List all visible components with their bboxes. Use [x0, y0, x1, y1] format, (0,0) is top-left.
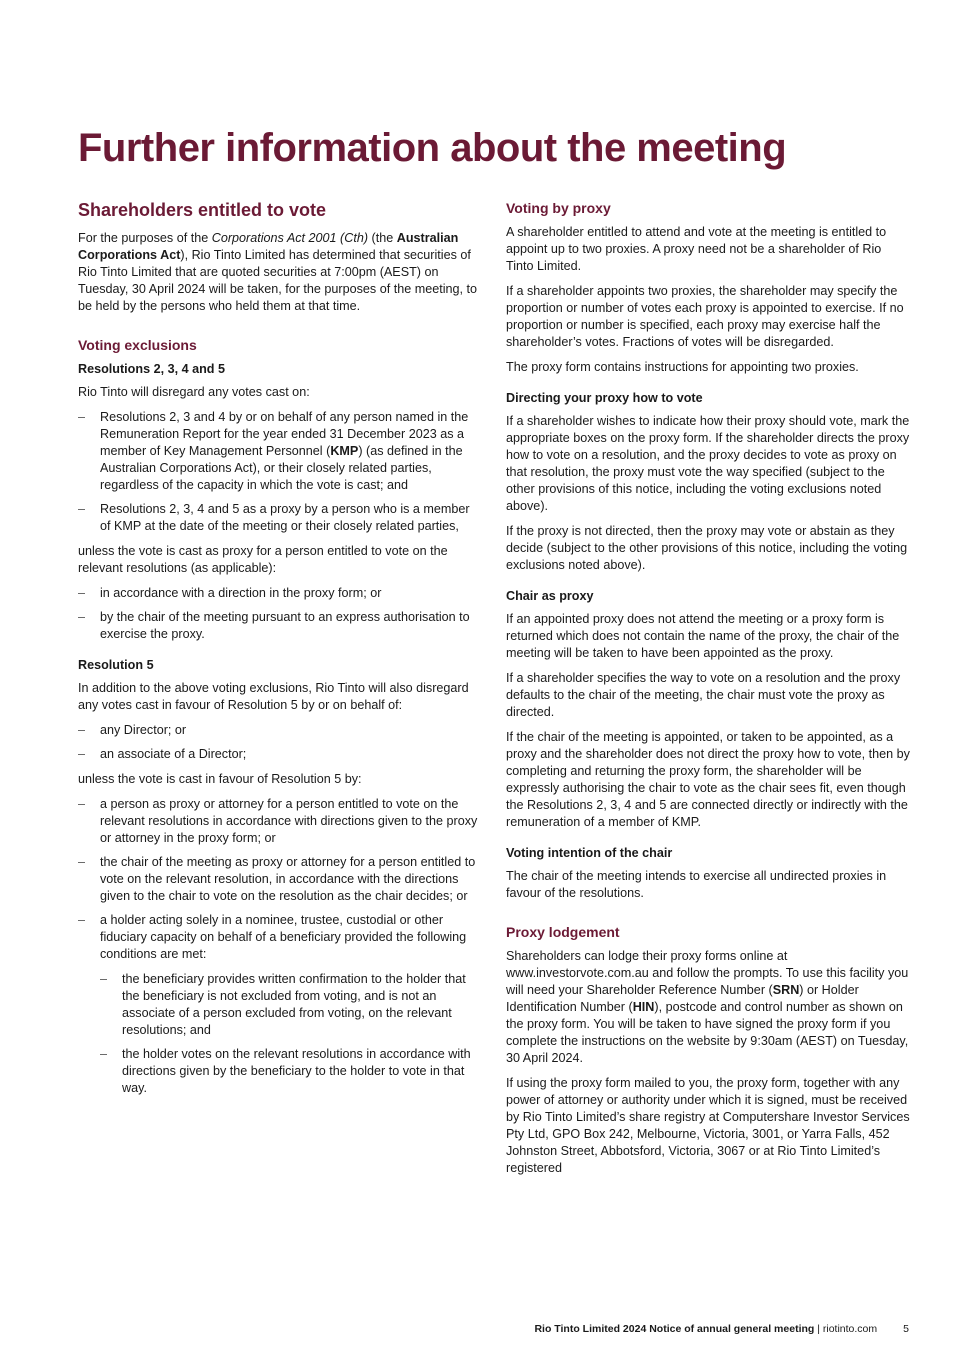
director-list	[78, 722, 482, 763]
resolution-5-exception-list	[78, 796, 482, 1097]
paragraph: If the chair of the meeting is appointed, or taken to be appointed, as a proxy and the shareholder does not direct the proxy how to vote, then by completing and returning the proxy form, the shareholder will be expressly authorising the chair to vote as the chair sees fit, even though the Resolutions 2, 3, 4 and 5 are connected directly or indirectly with the remuneration of a member of KMP.	[506, 730, 910, 829]
list-item: – Resolutions 2, 3, 4 and 5 as a proxy by a person who is a member of KMP at the date of the meeting or their closely related parties,	[78, 501, 482, 535]
paragraph: For the purposes of the Corporations Act 2001 (Cth) (the Australian Corporations Act), Rio Tinto Limited has determined that securities of Rio Tinto Limited that are quoted securities at 7:00pm (AEST) on Tuesday, 30 April 2024 will be taken, for the purposes of the meeting, to be held by the persons who held them at that time.	[78, 231, 478, 313]
page-number: 5	[903, 1323, 909, 1335]
beneficiary-conditions-list	[100, 971, 482, 1097]
proxy-exception-list	[78, 585, 482, 643]
paragraph: The chair of the meeting intends to exercise all undirected proxies in favour of the resolutions.	[506, 869, 887, 900]
list-item: – an associate of a Director;	[78, 746, 482, 763]
list-item: – the chair of the meeting as proxy or attorney for a person entitled to vote on the relevant resolution, in accordance with the directions given to the chair to vote on the resolution as the chair decides; or	[78, 854, 482, 905]
paragraph: If the proxy is not directed, then the proxy may vote or abstain as they decide (subject to the other provisions of this notice, including the voting exclusions noted above).	[506, 524, 908, 572]
paragraph: A shareholder entitled to attend and vote at the meeting is entitled to appoint up to two proxies. A proxy need not be a shareholder of Rio Tinto Limited.	[506, 225, 887, 273]
page-title: Further information about the meeting	[78, 126, 787, 170]
list-item: – a person as proxy or attorney for a person entitled to vote on the relevant resolutions in accordance with directions given to the proxy or attorney in the proxy form; or	[78, 796, 482, 847]
page-footer	[534, 1323, 909, 1335]
list-item: – by the chair of the meeting pursuant to an express authorisation to exercise the proxy.	[78, 609, 482, 643]
paragraph: unless the vote is cast as proxy for a person entitled to vote on the relevant resolutions (as applicable):	[78, 544, 448, 575]
paragraph: If using the proxy form mailed to you, the proxy form, together with any power of attorney or authority under which it is signed, must be received by Rio Tinto Limited’s share registry at Computershare Investor Services Pty Ltd, GPO Box 242, Melbourne, Victoria, 3001, or Yarra Falls, 452 Johnston Street, Abbotsford, Victoria, 3067 or at Rio Tinto Limited’s registered	[506, 1076, 910, 1175]
paragraph: If a shareholder wishes to indicate how their proxy should vote, mark the appropriate boxes on the proxy form. If the shareholder directs the proxy how to vote on a resolution, and the proxy decides to vote as proxy on that resolution, the proxy must vote the way specified (subject to the other provisions of this notice, including the voting exclusions noted above).	[506, 414, 910, 513]
paragraph: If an appointed proxy does not attend the meeting or a proxy form is returned which does not contain the name of the proxy, the chair of the meeting will be taken to have been appointed as the proxy.	[506, 612, 900, 660]
subheading-voting-intention-chair: Voting intention of the chair	[506, 846, 673, 860]
section-heading-voting-by-proxy: Voting by proxy	[506, 200, 611, 216]
section-heading-shareholders-entitled: Shareholders entitled to vote	[78, 200, 327, 220]
subheading-directing-proxy: Directing your proxy how to vote	[506, 391, 703, 405]
list-item: – Resolutions 2, 3 and 4 by or on behalf of any person named in the Remuneration Report for the year ended 31 December 2023 as a member of Key Management Personnel (KMP) (as defined in the Australian Corporations Act), or their closely related parties, regardless of the capacity in which the vote is cast; and	[78, 409, 482, 494]
list-item: – a holder acting solely in a nominee, trustee, custodial or other fiduciary capacity on behalf of a beneficiary provided the following conditions are met: – the beneficiary provides written confirmation to the holder that the beneficiary is not excluded from voting, and is not an associate of a person excluded from voting, on the relevant resolutions; and – the holder votes on the relevant resolutions in accordance with directions given by the beneficiary to the holder to vote in that way.	[78, 912, 482, 1097]
paragraph: Rio Tinto will disregard any votes cast on:	[78, 385, 310, 399]
paragraph: Shareholders can lodge their proxy forms online at www.investorvote.com.au and follow the prompts. To use this facility you will need your Shareholder Reference Number (SRN) or Holder Identification Number (HIN), postcode and control number as shown on the proxy form. You will be taken to have signed the proxy form if you complete the instructions on the website by 9:30am (AEST) on Tuesday, 30 April 2024.	[506, 949, 909, 1065]
list-item: – the holder votes on the relevant resolutions in accordance with directions given by the beneficiary to the holder to vote in that way.	[100, 1046, 482, 1097]
footer-document-title: Rio Tinto Limited 2024 Notice of annual general meeting	[534, 1323, 815, 1335]
section-heading-proxy-lodgement: Proxy lodgement	[506, 924, 620, 940]
subheading-chair-as-proxy: Chair as proxy	[506, 589, 594, 603]
right-column	[506, 198, 910, 1185]
list-item: – any Director; or	[78, 722, 482, 739]
section-heading-voting-exclusions: Voting exclusions	[78, 337, 197, 353]
list-item: – the beneficiary provides written confirmation to the holder that the beneficiary is not excluded from voting, and is not an associate of a person excluded from voting, on the relevant resolutions; and	[100, 971, 482, 1039]
footer-separator: |	[814, 1323, 823, 1335]
paragraph: In addition to the above voting exclusions, Rio Tinto will also disregard any votes cast in favour of Resolution 5 by or on behalf of:	[78, 681, 469, 712]
paragraph: If a shareholder specifies the way to vote on a resolution and the proxy defaults to the chair of the meeting, the chair must vote the proxy as directed.	[506, 671, 901, 719]
paragraph: unless the vote is cast in favour of Resolution 5 by:	[78, 772, 362, 786]
subheading-resolutions-2-3-4-5: Resolutions 2, 3, 4 and 5	[78, 362, 225, 376]
paragraph: The proxy form contains instructions for appointing two proxies.	[506, 360, 859, 374]
left-column	[78, 198, 482, 1105]
exclusion-list	[78, 409, 482, 535]
paragraph: If a shareholder appoints two proxies, the shareholder may specify the proportion or number of votes each proxy is appointed to exercise. If no proportion or number is specified, each proxy may exercise half the shareholder’s votes. Fractions of votes will be disregarded.	[506, 284, 904, 349]
footer-website: riotinto.com	[822, 1323, 878, 1335]
subheading-resolution-5: Resolution 5	[78, 658, 154, 672]
list-item: – in accordance with a direction in the proxy form; or	[78, 585, 482, 602]
